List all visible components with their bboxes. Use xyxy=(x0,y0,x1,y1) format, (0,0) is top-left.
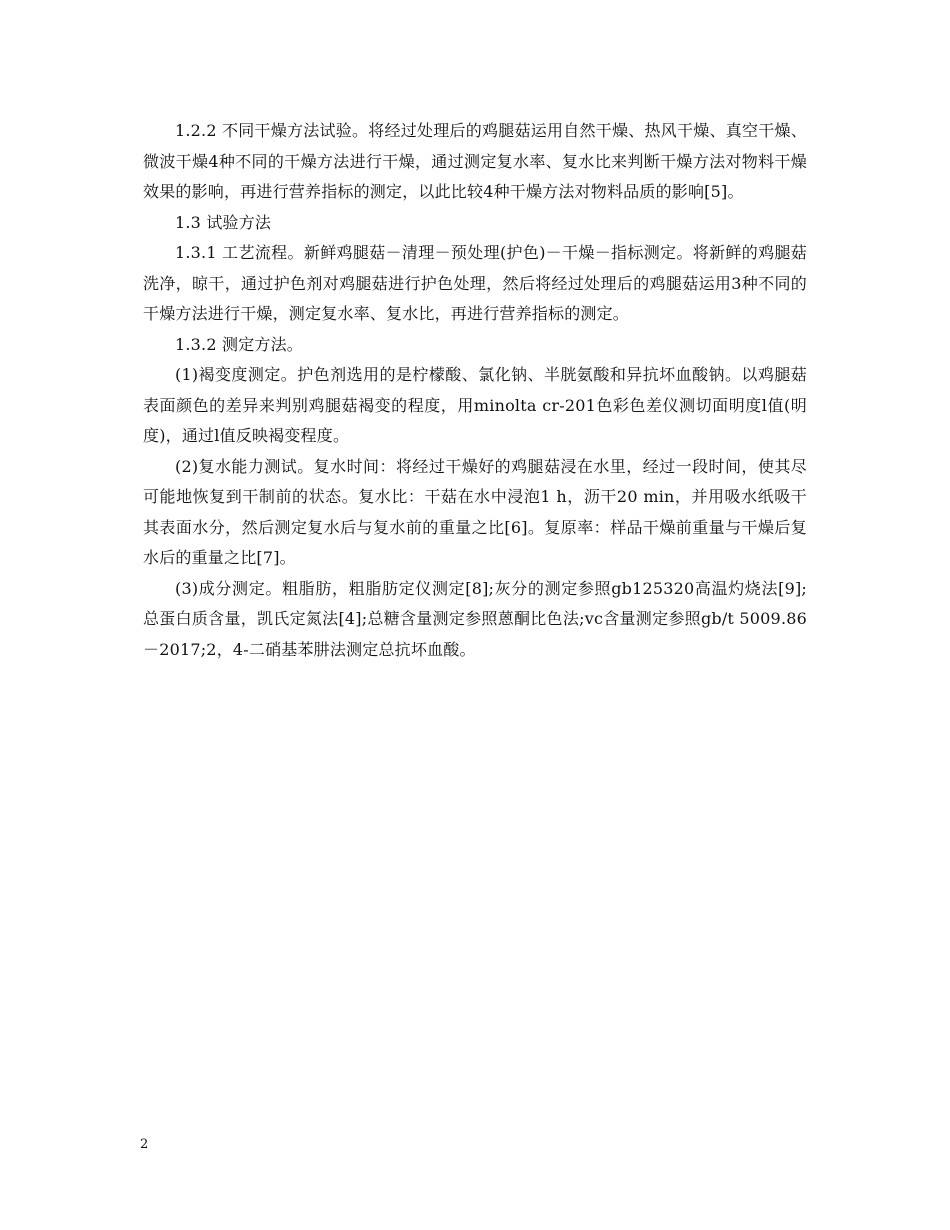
paragraph-1-3-1: 1.3.1 工艺流程。新鲜鸡腿菇－清理－预处理(护色)－干燥－指标测定。将新鲜的鸡腿菇洗净，晾干，通过护色剂对鸡腿菇进行护色处理，然后将经过处理后的鸡腿菇运用3种不同的干燥方法进行干燥，测定复水率、复水比，再进行营养指标的测定。 xyxy=(143,243,807,323)
paragraph-composition-test: (3)成分测定。粗脂肪，粗脂肪定仪测定[8];灰分的测定参照gb125320高温灼烧法[9];总蛋白质含量，凯氏定氮法[4];总糖含量测定参照蒽酮比色法;vc含量测定参照gb/t 5009.86－2017;2，4-二硝基苯肼法测定总抗坏血酸。 xyxy=(143,578,807,659)
paragraph-browning-test: (1)褐变度测定。护色剂选用的是柠檬酸、氯化钠、半胱氨酸和异抗坏血酸钠。以鸡腿菇表面颜色的差异来判别鸡腿菇褐变的程度，用minolta cr-201色彩色差仪测切面明度l值(明度)，通过l值反映褐变程度。 xyxy=(143,365,807,445)
section-heading-1-3-2: 1.3.2 测定方法。 xyxy=(175,334,303,354)
page-number: 2 xyxy=(140,1137,149,1152)
paragraph-rehydration-test: (2)复水能力测试。复水时间：将经过干燥好的鸡腿菇浸在水里，经过一段时间，使其尽可能地恢复到干制前的状态。复水比：干菇在水中浸泡1 h，沥干20 min，并用吸水纸吸干其表面水分，然后测定复水后与复水前的重量之比[6]。复原率：样品干燥前重量与干燥后复水后的重量之比[7]。 xyxy=(143,456,807,567)
section-heading-1-3: 1.3 试验方法 xyxy=(175,212,272,232)
document-body xyxy=(143,116,807,665)
paragraph-1-2-2: 1.2.2 不同干燥方法试验。将经过处理后的鸡腿菇运用自然干燥、热风干燥、真空干燥、微波干燥4种不同的干燥方法进行干燥，通过测定复水率、复水比来判断干燥方法对物料干燥效果的影响，再进行营养指标的测定，以此比较4种干燥方法对物料品质的影响[5]。 xyxy=(143,121,807,201)
